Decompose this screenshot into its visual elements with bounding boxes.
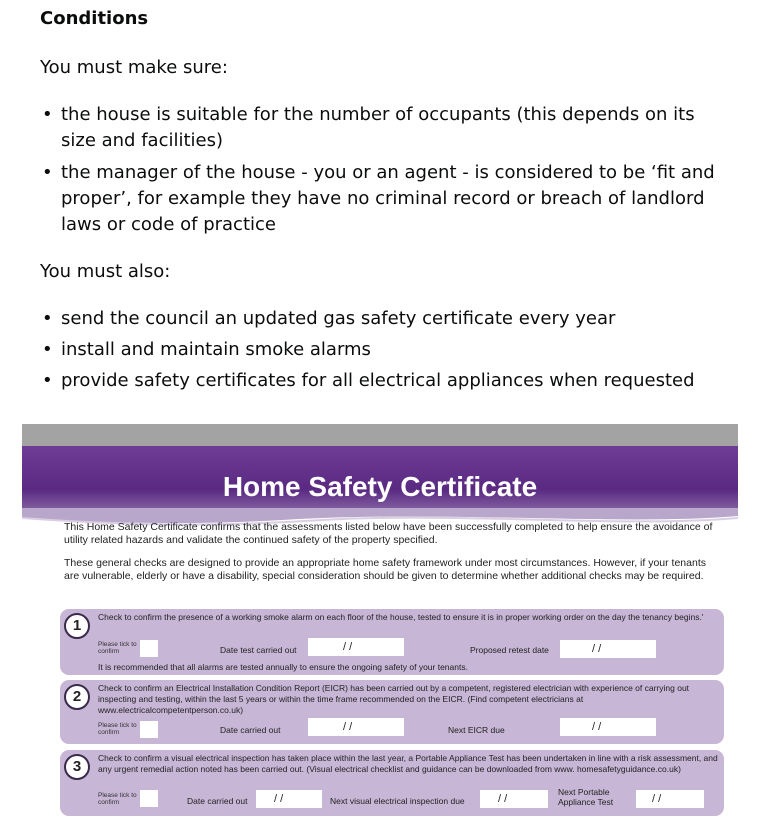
date-slashes: / / (498, 793, 508, 805)
tick-label: Please tick to confirm (98, 722, 137, 736)
check-1-text: Check to confirm the presence of a working smoke alarm on each floor of the house, tested to ensure it is in proper working order on the day the tenancy begins.' (98, 612, 704, 622)
list-item: • install and maintain smoke alarms (40, 337, 730, 363)
next-inspection-field[interactable] (480, 790, 548, 808)
must-make-sure-list (40, 102, 730, 238)
certificate-general-checks-paragraph: These general checks are designed to provide an appropriate home safety framework under most circumstances. However, if your tenants are vulnerable, elderly or have a disability, special consideration should be given to determine whether additional checks may be required. (64, 557, 706, 582)
home-safety-certificate-image (22, 424, 738, 820)
certificate-banner (22, 446, 738, 508)
date-slashes: / / (652, 793, 662, 805)
list-item: • provide safety certificates for all electrical appliances when requested (40, 368, 730, 394)
date-label: Date carried out (220, 725, 281, 735)
check-2-box (60, 680, 724, 744)
date-label: Date carried out (187, 796, 248, 806)
check-1-note: It is recommended that all alarms are tested annually to ensure the ongoing safety of your tenants. (98, 662, 468, 672)
next-date-field[interactable] (560, 640, 656, 658)
conditions-heading: Conditions (40, 8, 149, 29)
check-2-text: Check to confirm an Electrical Installation Condition Report (EICR) has been carried out by a competent, registered electrician with experience of carrying out inspecting and testing, within the last 5 years or within the time frame recommended on the EICR. (Find competent electricians at www.electricalcompetentperson.co.uk) (98, 683, 690, 715)
date-field[interactable] (256, 790, 322, 808)
tick-label: Please tick to confirm (98, 641, 137, 655)
certificate-intro-paragraph: This Home Safety Certificate confirms that the assessments listed below have been successfully completed to help ensure the avoidance of utility related hazards and validate the continued safety of the property specified. (64, 521, 713, 546)
next-date-label: Proposed retest date (470, 645, 549, 655)
next-date-label: Next EICR due (448, 725, 505, 735)
must-also-intro: You must also: (40, 261, 171, 282)
date-slashes: / / (592, 643, 602, 655)
check-number: 3 (64, 754, 90, 780)
list-item: • send the council an updated gas safety certificate every year (40, 306, 730, 332)
list-item: • the manager of the house - you or an agent - is considered to be ‘fit and proper’, for example they have no criminal record or breach of landlord laws or code of practice (40, 160, 730, 238)
must-make-sure-intro: You must make sure: (40, 57, 228, 78)
must-also-list (40, 306, 730, 394)
next-inspection-label: Next visual electrical inspection due (330, 796, 465, 806)
tick-box[interactable] (140, 640, 158, 657)
date-slashes: / / (343, 641, 353, 653)
next-pat-field[interactable] (636, 790, 704, 808)
certificate-top-bar (22, 424, 738, 446)
date-slashes: / / (343, 721, 353, 733)
date-slashes: / / (592, 721, 602, 733)
date-slashes: / / (274, 793, 284, 805)
date-label: Date test carried out (220, 645, 297, 655)
tick-box[interactable] (140, 721, 158, 738)
certificate-title: Home Safety Certificate (222, 471, 538, 502)
date-field[interactable] (308, 718, 404, 736)
check-1-box (60, 609, 724, 675)
next-date-field[interactable] (560, 718, 656, 736)
list-item: • the house is suitable for the number of occupants (this depends on its size and facilities) (40, 102, 730, 154)
next-pat-label: Next Portable Appliance Test (558, 787, 614, 807)
check-3-box (60, 750, 724, 816)
tick-box[interactable] (140, 790, 158, 807)
date-field[interactable] (308, 638, 404, 656)
check-number: 1 (64, 613, 90, 639)
tick-label: Please tick to confirm (98, 792, 137, 806)
check-3-text: Check to confirm a visual electrical inspection has taken place within the last year, a Portable Appliance Test has been undertaken in line with a risk assessment, and any urgent remedial action noted has been carried out. (Visual electrical checklist and guidance can be downloaded from www. homesafetyguidance.co.uk) (98, 753, 718, 774)
check-number: 2 (64, 684, 90, 710)
